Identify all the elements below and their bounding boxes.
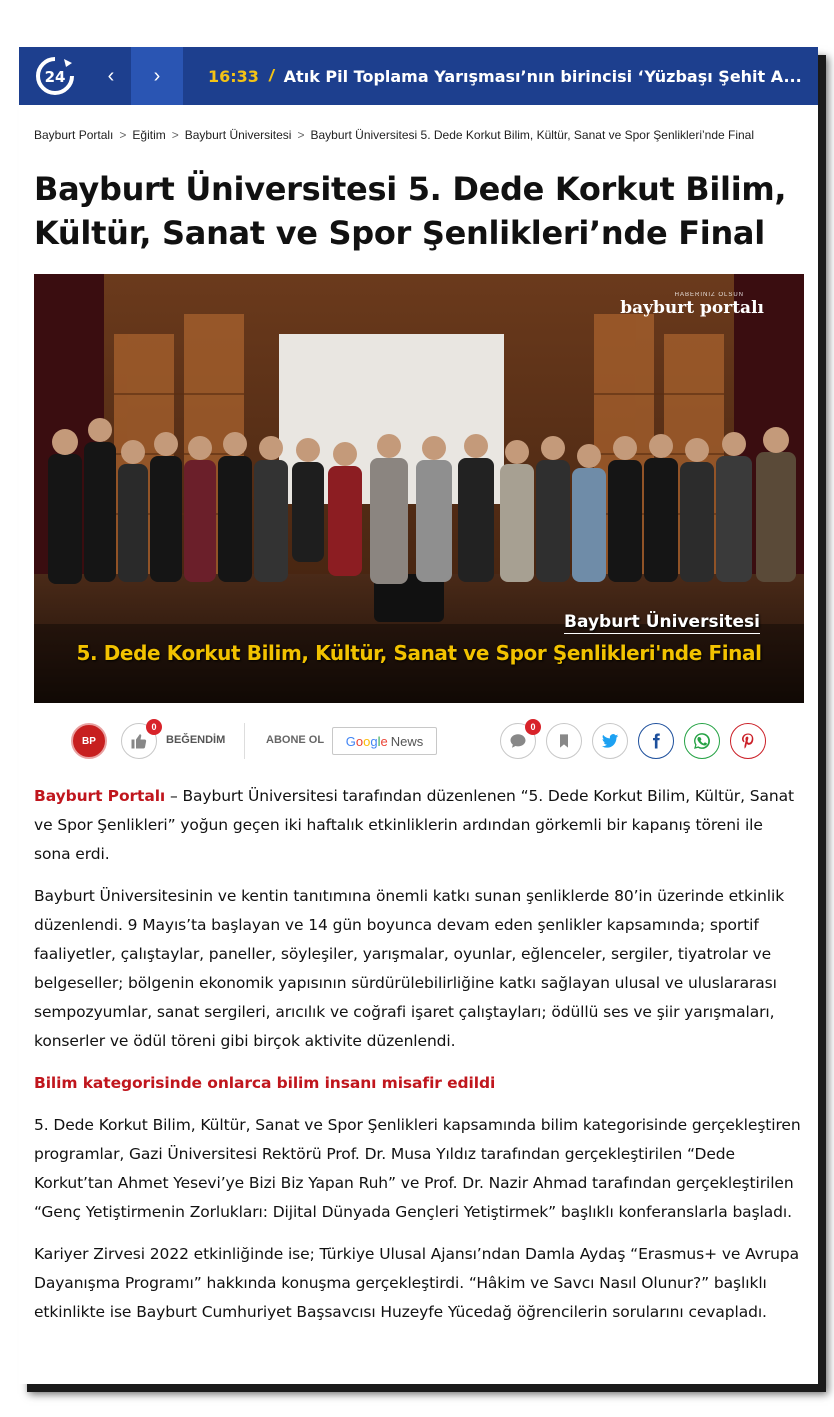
24-logo[interactable] <box>19 47 91 105</box>
share-whatsapp-button[interactable] <box>684 723 720 759</box>
google-letter: o <box>363 733 371 749</box>
pinterest-icon <box>739 732 757 750</box>
comment-icon <box>509 732 527 750</box>
lead-paragraph <box>34 782 804 869</box>
facebook-icon <box>647 732 665 750</box>
hero-organization-label: Bayburt Üniversitesi <box>564 612 760 632</box>
article-body <box>34 782 804 1340</box>
hero-brand-logo: bayburt portalı <box>620 298 764 318</box>
google-letter: g <box>370 733 378 749</box>
lead-text: – Bayburt Üniversitesi tarafından düzenlenen “5. Dede Korkut Bilim, Kültür, Sanat ve Spor Şenlikleri” yoğun geçen iki haftalık etkinliklerin ardından görkemli bir kapanış töreni ile sona erdi. <box>34 787 794 863</box>
like-count-badge: 0 <box>146 719 162 735</box>
twitter-icon <box>600 731 620 751</box>
share-facebook-button[interactable] <box>638 723 674 759</box>
paragraph: 5. Dede Korkut Bilim, Kültür, Sanat ve Spor Şenlikleri kapsamında bilim kategorisinde gerçekleştiren programlar, Gazi Üniversitesi Rektörü Prof. Dr. Musa Yıldız tarafından gerçekleştirilen “Dede Korkut’tan Ahmet Yesevi’ye Bizi Biz Yapan Ruh” ve Prof. Dr. Nazir Ahmad tarafından gerçekleştirilen “Genç Yetiştirmenin Zorlukları: Dijital Dünyada Gençleri Yetiştirmek” başlıklı konferanslarla başladı. <box>34 1116 801 1221</box>
action-divider <box>244 723 245 759</box>
chevron-right-icon: › <box>153 64 161 87</box>
clock-24-icon <box>34 55 76 97</box>
share-pinterest-button[interactable] <box>730 723 766 759</box>
ticker-headline-link[interactable]: Atık Pil Toplama Yarışması’nın birincisi ‘Yüzbaşı Şehit A... <box>283 66 802 86</box>
breadcrumb-separator: > <box>297 128 305 142</box>
news-ticker-bar <box>19 47 818 105</box>
bookmark-icon <box>556 733 572 749</box>
ticker-prev-button[interactable] <box>91 47 131 105</box>
google-news-button[interactable] <box>332 727 437 755</box>
like-button[interactable] <box>121 723 157 759</box>
google-news-label: News <box>390 733 424 749</box>
google-letter: o <box>355 733 364 749</box>
article-hero-image <box>34 274 804 703</box>
like-label[interactable]: BEĞENDİM <box>166 734 226 746</box>
ticker-separator: / <box>268 66 274 85</box>
article-subheading: Bilim kategorisinde onlarca bilim insanı misafir edildi <box>34 1074 496 1092</box>
article-action-bar <box>34 719 804 761</box>
author-avatar[interactable] <box>71 723 107 759</box>
chevron-left-icon: ‹ <box>107 64 115 87</box>
breadcrumb <box>34 127 804 143</box>
share-twitter-button[interactable] <box>592 723 628 759</box>
hero-brand-tagline: HABERINIZ OLSUN <box>674 292 744 298</box>
comment-count-badge: 0 <box>525 719 541 735</box>
google-letter: l <box>377 733 381 749</box>
google-letter: G <box>345 733 356 749</box>
thumbs-up-icon <box>130 732 148 750</box>
whatsapp-icon <box>692 731 712 751</box>
breadcrumb-tag[interactable]: Bayburt Üniversitesi <box>184 128 292 142</box>
paragraph: Kariyer Zirvesi 2022 etkinliğinde ise; Türkiye Ulusal Ajansı’ndan Damla Aydaş “Erasmus+ ve Avrupa Dayanışma Programı” hakkında konuşma gerçekleştirdi. “Hâkim ve Savcı Nasıl Olunur?” başlıklı etkinlikte ise Bayburt Cumhuriyet Başsavcısı Huzeyfe Yücedağ öğrencilerin sorularını cevapladı. <box>34 1245 799 1321</box>
group-photo-illustration <box>34 274 804 703</box>
breadcrumb-home[interactable]: Bayburt Portalı <box>34 128 114 142</box>
google-letter: e <box>380 733 388 749</box>
bookmark-button[interactable] <box>546 723 582 759</box>
ticker-time: 16:33 <box>208 66 259 86</box>
page-frame <box>19 47 818 1384</box>
comment-button[interactable] <box>500 723 536 759</box>
paragraph: Bayburt Üniversitesinin ve kentin tanıtımına önemli katkı sunan şenliklerde 80’in üzerinde etkinlik düzenlendi. 9 Mayıs’ta başlayan ve 14 gün boyunca devam eden şenlikler kapsamında; sportif faaliyetler, çalıştaylar, paneller, söyleşiler, yarışmalar, oyunlar, eğlenceler, sergiler, tiyatrolar ve belgeseller; bölgenin ekonomik yapısının sürdürülebilirliğine katkı sağlayan ulusal ve uluslararası sempozyumlar, sanat sergileri, arıcılık ve coğrafi işaret çalıştayları; ödüllü ses ve şiir yarışmaları, konserler ve ödül töreni gibi birçok aktivite düzenlendi. <box>34 887 785 1050</box>
ticker-next-button[interactable] <box>131 47 183 105</box>
breadcrumb-separator: > <box>171 128 179 142</box>
svg-text:24: 24 <box>44 68 66 86</box>
article-title: Bayburt Üniversitesi 5. Dede Korkut Bilim, Kültür, Sanat ve Spor Şenlikleri’nde Final <box>34 170 787 252</box>
breadcrumb-separator: > <box>119 128 127 142</box>
avatar-initials: BP <box>82 735 96 747</box>
hero-caption: 5. Dede Korkut Bilim, Kültür, Sanat ve Spor Şenlikleri'nde Final <box>76 641 762 665</box>
source-link[interactable]: Bayburt Portalı <box>34 787 166 805</box>
breadcrumb-current: Bayburt Üniversitesi 5. Dede Korkut Bilim, Kültür, Sanat ve Spor Şenlikleri’nde Final <box>310 128 755 142</box>
subscribe-label: ABONE OL <box>266 734 325 746</box>
breadcrumb-category[interactable]: Eğitim <box>132 128 166 142</box>
